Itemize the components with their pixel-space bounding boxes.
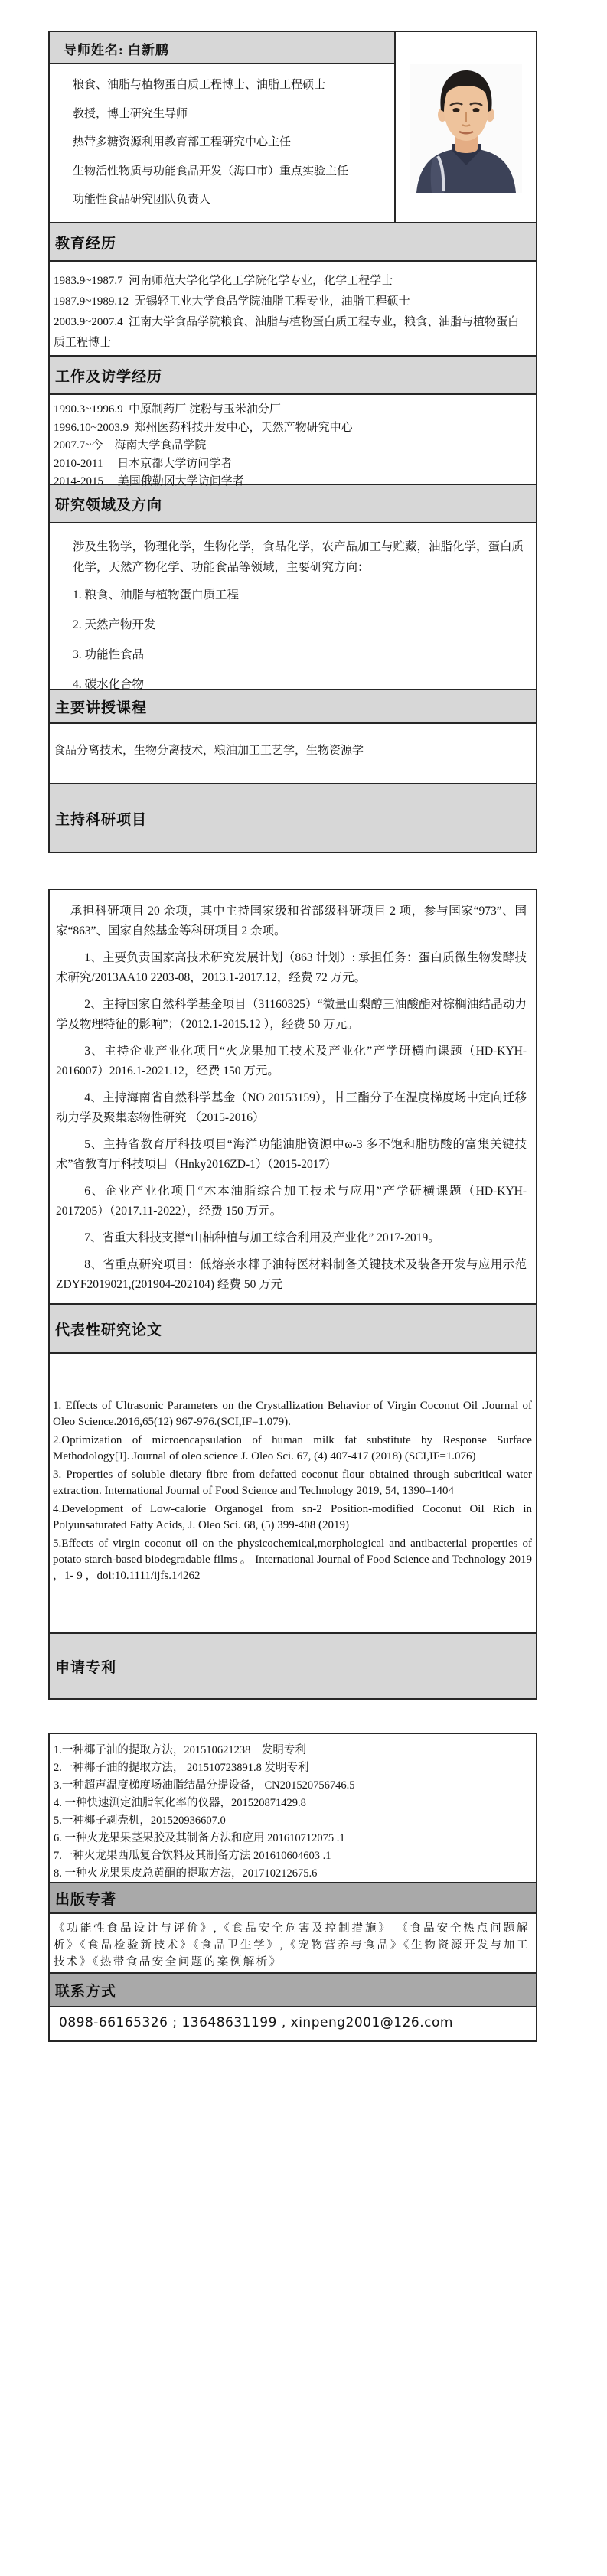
paper-item: 2.Optimization of microencapsulation of human milk fat substitute by Response Surface Methodology[J]. Journal of oleo science J. Oleo Sci. 67, (4) 407-417 (2018) (SCI,IF=1.076) — [53, 1434, 532, 1462]
patents-content — [50, 1734, 536, 1882]
patent-item: 8. 一种火龙果果皮总黄酮的提取方法，201710212675.6 — [54, 1867, 318, 1880]
education-item: 1983.9~1987.7 河南师范大学化学化工学院化学专业，化学工程学士 — [54, 275, 393, 287]
section-header-contact: 联系方式 — [50, 1972, 536, 2007]
profile-table-middle — [48, 889, 537, 1700]
tutor-name-header: 导师姓名: 白新鹏 — [50, 32, 394, 64]
section-header-papers: 代表性研究论文 — [50, 1303, 536, 1354]
section-header-research: 研究领域及方向 — [50, 484, 536, 523]
project-item: 7、省重大科技支撑“山柚种植与加工综合利用及产业化” 2017-2019。 — [84, 1231, 440, 1244]
project-item: 8、省重点研究项目：低熔亲水椰子油特医材料制备关键技术及装备开发与应用示范 ZDYF2019021,(201904-202104) 经费 50 万元 — [56, 1258, 527, 1291]
bio-block — [50, 64, 394, 222]
research-direction: 4. 碳水化合物 — [73, 678, 145, 691]
papers-content — [50, 1354, 536, 1632]
paper-item: 5.Effects of virgin coconut oil on the physicochemical,morphological and antibacterial properties of potato starch-based biodegradable films 。 International Journal of Food Science and Technology 2019 ，1- 9 ，doi:10.1111/ijfs.14262 — [53, 1537, 532, 1582]
work-item: 1996.10~2003.9 郑州医药科技开发中心，天然产物研究中心 — [54, 421, 353, 434]
patent-item: 3.一种超声温度梯度场油脂结晶分提设备， CN201520756746.5 — [54, 1779, 355, 1792]
bio-line: 功能性食品研究团队负责人 — [73, 194, 211, 206]
section-header-projects: 主持科研项目 — [50, 783, 536, 852]
section-header-work: 工作及访学经历 — [50, 355, 536, 395]
courses-content: 食品分离技术，生物分离技术，粮油加工工艺学，生物资源学 — [54, 745, 364, 757]
projects-summary: 承担科研项目 20 余项，其中主持国家级和省部级科研项目 2 项，参与国家“973”、国家“863”、国家自然基金等科研项目 2 余项。 — [56, 905, 527, 937]
paper-item: 1. Effects of Ultrasonic Parameters on the Crystallization Behavior of Virgin Coconut Oil .Journal of Oleo Science.2016,65(12) 967-976.(SCI,IF=1.079). — [53, 1400, 532, 1428]
patent-item: 6. 一种火龙果果茎果胶及其制备方法和应用 201610712075 .1 — [54, 1832, 345, 1844]
projects-content — [50, 890, 536, 1303]
contact-content: 0898-66165326 ; 13648631199 , xinpeng2001@126.com — [59, 2015, 453, 2030]
research-direction: 2. 天然产物开发 — [73, 618, 156, 631]
section-header-education: 教育经历 — [50, 222, 536, 262]
section-header-courses: 主要讲授课程 — [50, 689, 536, 724]
bio-line: 热带多糖资源利用教育部工程研究中心主任 — [73, 136, 292, 148]
work-item: 2007.7~今 海南大学食品学院 — [54, 439, 207, 452]
project-item: 6、企业产业化项目“木本油脂综合加工技术与应用”产学研横课题（HD-KYH-2017205）（2017.11-2022），经费 150 万元。 — [56, 1185, 527, 1218]
research-intro: 涉及生物学，物理化学，生物化学，食品化学，农产品加工与贮藏，油脂化学，蛋白质化学，天然产物化学、功能食品等领域，主要研究方向： — [73, 540, 524, 574]
education-content — [50, 262, 536, 355]
research-direction: 1. 粮食、油脂与植物蛋白质工程 — [73, 589, 240, 602]
bio-line: 粮食、油脂与植物蛋白质工程博士、油脂工程硕士 — [73, 79, 326, 91]
section-header-books: 出版专著 — [50, 1882, 536, 1914]
profile-photo — [410, 64, 522, 193]
project-item: 5、主持省教育厅科技项目“海洋功能油脂资源中ω-3 多不饱和脂肪酸的富集关键技术”省教育厅科技项目（Hnky2016ZD-1）（2015-2017） — [56, 1138, 527, 1171]
patent-item: 1.一种椰子油的提取方法，201510621238 发明专利 — [54, 1744, 306, 1756]
patent-item: 4. 一种快速测定油脂氧化率的仪器，201520871429.8 — [54, 1797, 306, 1809]
project-item: 3、主持企业产业化项目“火龙果加工技术及产业化”产学研横向课题（HD-KYH-2016007）2016.1-2021.12，经费 150 万元。 — [56, 1045, 527, 1078]
paper-item: 4.Development of Low-calorie Organogel from sn-2 Position-modified Coconut Oil Rich in Polyunsaturated Fatty Acids, J. Oleo Sci. 68, (5) 399-408 (2019) — [53, 1503, 532, 1531]
education-item: 2003.9~2007.4 江南大学食品学院粮食、油脂与植物蛋白质工程专业，粮食、油脂与植物蛋白质工程博士 — [54, 316, 520, 349]
profile-table-bottom — [48, 1733, 537, 2042]
education-item: 1987.9~1989.12 无锡轻工业大学食品学院油脂工程专业，油脂工程硕士 — [54, 295, 410, 308]
project-item: 1、主要负责国家高技术研究发展计划（863 计划）: 承担任务：蛋白质微生物发酵技术研究/2013AA10 2203-08，2013.1-2017.12，经费 72 万元。 — [56, 951, 527, 984]
identity-region — [50, 32, 536, 222]
section-header-patents: 申请专利 — [50, 1632, 536, 1698]
paper-item: 3. Properties of soluble dietary fibre from defatted coconut flour obtained through subcritical water extraction. International Journal of Food Science and Technology 2019, 54, 1390–1404 — [53, 1469, 532, 1497]
patent-item: 5.一种椰子剥壳机，201520936607.0 — [54, 1815, 226, 1827]
project-item: 4、主持海南省自然科学基金（NO 20153159），甘三酯分子在温度梯度场中定向迁移动力学及聚集态物性研究 （2015-2016） — [56, 1091, 527, 1124]
work-item: 1990.3~1996.9 中原制药厂 淀粉与玉米油分厂 — [54, 403, 281, 416]
books-content: 《功能性食品设计与评价》,《食品安全危害及控制措施》 《食品安全热点问题解析》《食品检验新技术》《食品卫生学》,《宠物营养与食品》《生物资源开发与加工技术》《热带食品安全问题的案例解析》 — [54, 1922, 530, 1968]
photo-cell — [396, 32, 536, 222]
work-item: 2014-2015 美国俄勒冈大学访问学者 — [54, 475, 244, 487]
research-direction: 3. 功能性食品 — [73, 648, 145, 661]
patent-item: 7.一种火龙果西瓜复合饮料及其制备方法 201610604603 .1 — [54, 1850, 331, 1862]
identity-left-column — [50, 32, 396, 222]
research-content — [50, 523, 536, 689]
patent-item: 2.一种椰子油的提取方法， 201510723891.8 发明专利 — [54, 1762, 309, 1774]
work-item: 2010-2011 日本京都大学访问学者 — [54, 457, 233, 470]
profile-table-top — [48, 31, 537, 853]
bio-line: 生物活性物质与功能食品开发（海口市）重点实验主任 — [73, 165, 349, 178]
work-content — [50, 395, 536, 487]
project-item: 2、主持国家自然科学基金项目（31160325）“微量山梨醇三油酸酯对棕榈油结晶动力学及物理特征的影响”；（2012.1-2015.12 ），经费 50 万元。 — [56, 998, 527, 1031]
bio-line: 教授，博士研究生导师 — [73, 107, 188, 120]
